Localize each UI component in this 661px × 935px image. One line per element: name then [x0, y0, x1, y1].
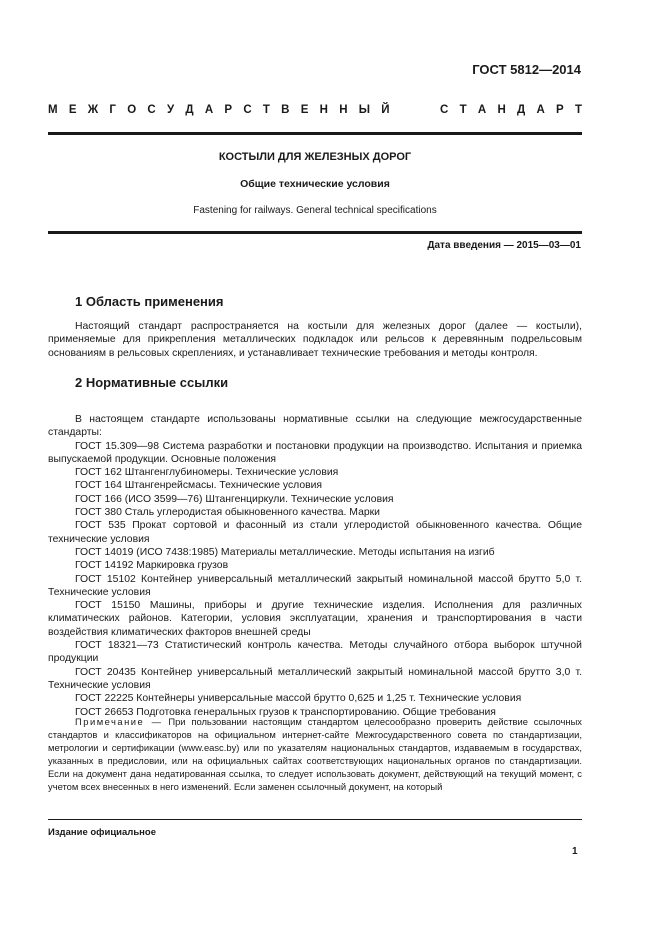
standard-type-letter: Й [381, 104, 390, 116]
note-text: При пользовании настоящим стандартом целесообразно проверить действие ссылочных стандартов и классификаторов на официальном интернет-сайте Межгосударственного совета по стандартизации, метрологии и сертификации (www.easc.by) или по указателям национальных стандартов, издаваемым в государствах, указанных в предисловии, или на официальных сайтах соответствующих национальных органов по стандартизации. Если на документ дана недатированная ссылка, то следует использовать документ, действующий на текущий момент, с учетом всех внесенных в него изменений. Если заменен ссылочный документ, на который [48, 716, 582, 792]
standard-type-letter: Т [574, 104, 582, 116]
standard-type-letter: А [204, 104, 214, 116]
reference-item: ГОСТ 166 (ИСО 3599—76) Штангенциркули. Технические условия [75, 493, 394, 505]
word-gap [401, 104, 429, 116]
section-2-heading: 2 Нормативные ссылки [75, 375, 229, 390]
reference-item: ГОСТ 162 Штангенглубиномеры. Технические условия [75, 467, 339, 479]
references-list [48, 413, 582, 719]
standard-type-letter: Н [339, 104, 348, 116]
standard-type-letter: Д [517, 104, 526, 116]
top-divider [48, 132, 582, 135]
standard-type-letter: С [440, 104, 449, 116]
reference-item: ГОСТ 14192 Маркировка грузов [75, 560, 229, 572]
title-divider [48, 231, 582, 234]
standard-type-letter: Е [300, 104, 309, 116]
reference-item: ГОСТ 18321—73 Статистический контроль качества. Методы случайного отбора выборок штучной продукции [48, 640, 582, 665]
document-number: ГОСТ 5812—2014 [472, 62, 581, 77]
introduction-date: Дата введения — 2015—03—01 [427, 240, 581, 251]
standard-type-letter: Н [497, 104, 506, 116]
section-1-text: Настоящий стандарт распространяется на костыли для железных дорог (далее — костыли), применяемые для прикрепления металлических подкладок или рельсов к деревянным подрельсовым основаниям в рельсовых скреплениях, и устанавливает технические требования и методы контроля. [48, 321, 582, 359]
standard-type-letter: В [281, 104, 290, 116]
standard-type-letter: С [243, 104, 252, 116]
reference-item: ГОСТ 535 Прокат сортовой и фасонный из стали углеродистой обыкновенного качества. Общие технические условия [48, 520, 582, 545]
reference-item: ГОСТ 15102 Контейнер универсальный металлический закрытый номинальной массой брутто 5,0 т. Технические условия [48, 573, 582, 598]
standard-type-letter: Г [109, 104, 116, 116]
standard-type-letter: Ы [358, 104, 371, 116]
reference-item: ГОСТ 15.309—98 Система разработки и постановки продукции на производство. Испытания и приемка выпускаемой продукции. Основные положения [48, 440, 582, 465]
reference-item: ГОСТ 164 Штангенрейсмасы. Технические условия [75, 480, 323, 492]
standard-type-letter: Т [459, 104, 467, 116]
standard-type-letter: Ж [87, 104, 99, 116]
standard-type-letter: Е [68, 104, 77, 116]
references-intro: В настоящем стандарте использованы нормативные ссылки на следующие межгосударственные стандарты: [48, 414, 582, 439]
standard-type-letter: Д [185, 104, 194, 116]
page-number: 1 [572, 846, 578, 857]
document-title-english: Fastening for railways. General technical specifications [193, 205, 437, 216]
references-note [48, 716, 582, 793]
standard-type-letter: Т [262, 104, 270, 116]
standard-type-letter: Р [556, 104, 564, 116]
document-subtitle: Общие технические условия [240, 178, 390, 190]
edition-label: Издание официальное [48, 827, 156, 838]
reference-item: ГОСТ 20435 Контейнер универсальный металлический закрытый номинальной массой брутто 3,0 т. Технические условия [48, 666, 582, 691]
standard-type-heading [48, 104, 582, 116]
reference-item: ГОСТ 14019 (ИСО 7438:1985) Материалы металлические. Методы испытания на изгиб [75, 546, 495, 558]
document-title: КОСТЫЛИ ДЛЯ ЖЕЛЕЗНЫХ ДОРОГ [218, 151, 412, 163]
note-label: Примечание — [75, 716, 163, 727]
reference-item: ГОСТ 380 Сталь углеродистая обыкновенного качества. Марки [75, 507, 380, 519]
standard-type-letter: А [536, 104, 545, 116]
section-1-heading: 1 Область применения [75, 294, 224, 309]
reference-item: ГОСТ 15150 Машины, приборы и другие технические изделия. Исполнения для различных климатических районов. Категории, условия эксплуатации, хранения и транспортирования в части воздействия климатических факторов внешней среды [48, 600, 582, 638]
standard-type-letter: М [48, 104, 58, 116]
standard-type-letter: О [127, 104, 137, 116]
standard-type-letter: С [147, 104, 156, 116]
standard-type-letter: Н [319, 104, 328, 116]
footer-divider [48, 819, 582, 820]
standard-type-letter: У [166, 104, 175, 116]
reference-item: ГОСТ 22225 Контейнеры универсальные массой брутто 0,625 и 1,25 т. Технические условия [75, 693, 522, 705]
reference-item: ГОСТ 26653 Подготовка генеральных грузов к транспортированию. Общие требования [75, 706, 496, 718]
standard-type-letter: А [477, 104, 487, 116]
standard-type-letter: Р [224, 104, 233, 116]
